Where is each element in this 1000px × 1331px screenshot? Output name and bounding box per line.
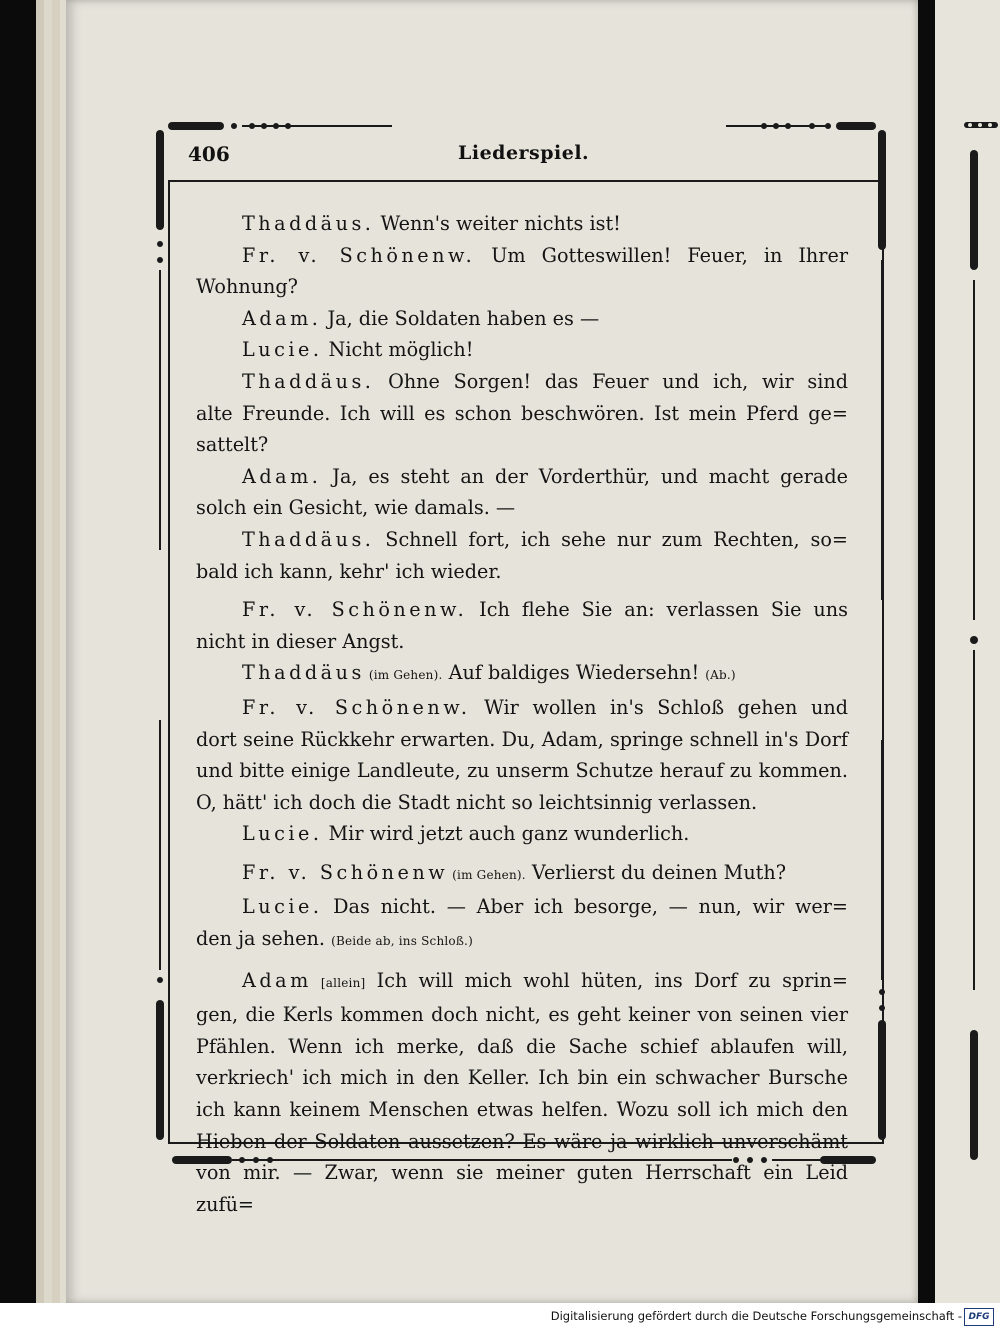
- side-ornament-icon: [962, 150, 992, 1170]
- text-line: [196, 1126, 848, 1158]
- line-text: solch ein Gesicht, wie damals. —: [196, 496, 516, 520]
- page-number: 406: [188, 142, 230, 166]
- line-text: O, hätt' ich doch die Stadt nicht so leichtsinnig verlassen.: [196, 790, 758, 814]
- text-line: [196, 398, 848, 430]
- line-text: ich kann keinem Menschen etwas helfen. Wozu soll ich mich den: [196, 1098, 848, 1122]
- text-line: [196, 857, 848, 892]
- line-text: bald ich kann, kehr' ich wieder.: [196, 559, 502, 583]
- stage-direction: (im Gehen).: [364, 668, 443, 683]
- text-line: [196, 1157, 848, 1220]
- text-line: [196, 724, 848, 756]
- text-line: [196, 891, 848, 923]
- line-text: Ohne Sorgen! das Feuer und ich, wir sind: [374, 369, 848, 393]
- speaker-name: Adam.: [242, 464, 322, 488]
- text-line: [196, 208, 848, 240]
- speaker-name: Adam.: [242, 306, 322, 330]
- line-text: Ich will mich wohl hüten, ins Dorf zu sprin=: [365, 968, 848, 992]
- text-line: [196, 271, 848, 303]
- line-text: Verlierst du deinen Muth?: [525, 860, 787, 884]
- header-rule: [170, 180, 880, 182]
- text-line: [196, 366, 848, 398]
- line-text: Ja, es steht an der Vorderthür, und macht gerade: [321, 464, 848, 488]
- text-line: [196, 755, 848, 787]
- text-line: [196, 657, 848, 692]
- speaker-name: Fr. v. Schönenw.: [242, 243, 476, 267]
- ornament-icon: [962, 118, 1000, 132]
- text-line: [196, 1062, 848, 1094]
- text-line: [196, 626, 848, 658]
- line-text: Wohnung?: [196, 275, 298, 299]
- line-text: dort seine Rückkehr erwarten. Du, Adam, springe schnell in's Dorf: [196, 727, 848, 751]
- text-line: [196, 240, 848, 272]
- top-ornament-rule-icon: [152, 116, 892, 136]
- text-line: [196, 334, 848, 366]
- line-text: Wenn's weiter nichts ist!: [374, 212, 621, 235]
- text-line: [196, 1094, 848, 1126]
- text-line: [196, 999, 848, 1031]
- text-line: [196, 923, 848, 958]
- text-line: [196, 492, 848, 524]
- speaker-name: Fr. v. Schönenw.: [242, 695, 471, 719]
- speaker-name: Adam: [242, 968, 312, 992]
- line-gap: [196, 958, 848, 965]
- text-line: [196, 692, 848, 724]
- line-gap: [196, 850, 848, 857]
- line-text: Das nicht. — Aber ich besorge, — nun, wir wer=: [322, 895, 848, 919]
- body-text: [196, 208, 848, 1220]
- text-line: [196, 303, 848, 335]
- stage-direction: (Beide ab, ins Schloß.): [331, 934, 473, 949]
- dfg-logo: DFG: [964, 1308, 994, 1326]
- stage-direction: (Ab.): [705, 668, 736, 683]
- speaker-name: Fr. v. Schönenw: [242, 860, 449, 884]
- line-text: Nicht möglich!: [322, 338, 474, 362]
- line-text: alte Freunde. Ich will es schon beschwören. Ist mein Pferd ge=: [196, 401, 848, 425]
- text-line: [196, 524, 848, 556]
- line-text: sattelt?: [196, 433, 269, 457]
- line-text: Ja, die Soldaten haben es —: [321, 306, 600, 330]
- line-gap: [196, 587, 848, 594]
- line-text: Mir wird jetzt auch ganz wunderlich.: [322, 822, 690, 846]
- line-text: den ja sehen.: [196, 927, 332, 951]
- speaker-name: Thaddäus.: [242, 527, 375, 551]
- line-text: von mir. — Zwar, wenn sie meiner guten Herrschaft ein Leid zufü=: [196, 1161, 848, 1216]
- stage-direction: (im Gehen).: [448, 867, 526, 882]
- line-text: Wir wollen in's Schloß gehen und: [470, 695, 849, 719]
- line-text: Ich flehe Sie an: verlassen Sie uns: [467, 598, 848, 622]
- line-text: Um Gotteswillen! Feuer, in Ihrer: [475, 243, 848, 267]
- funding-credit: Digitalisierung gefördert durch die Deutsche Forschungsgemeinschaft -: [550, 1309, 962, 1323]
- speaker-name: Lucie.: [242, 338, 323, 362]
- line-text: nicht in dieser Angst.: [196, 629, 405, 653]
- speaker-name: Thaddäus: [242, 661, 365, 685]
- text-line: [196, 787, 848, 819]
- line-text: Hieben der Soldaten aussetzen? Es wäre ja wirklich unverschämt: [196, 1129, 848, 1153]
- text-line: [196, 1031, 848, 1063]
- line-text: Auf baldiges Wiedersehn!: [442, 661, 706, 685]
- text-line: [196, 594, 848, 626]
- text-line: [196, 429, 848, 461]
- text-line: [196, 556, 848, 588]
- speaker-name: Fr. v. Schönenw.: [242, 598, 468, 622]
- line-text: verkriech' ich mich in den Keller. Ich bin ein schwacher Bursche: [196, 1066, 848, 1090]
- speaker-name: Thaddäus.: [242, 369, 375, 393]
- left-ornament-column-icon: [150, 120, 170, 1170]
- text-line: [196, 965, 848, 1000]
- speaker-name: Lucie.: [242, 895, 323, 919]
- stage-direction: [allein]: [311, 975, 366, 990]
- text-line: [196, 818, 848, 850]
- text-line: [196, 461, 848, 493]
- running-head: Liederspiel.: [458, 142, 590, 164]
- line-text: Schnell fort, ich sehe nur zum Rechten, so=: [374, 527, 848, 551]
- line-text: und bitte einige Landleute, zu unserm Schutze herauf zu kommen.: [196, 759, 848, 783]
- speaker-name: Thaddäus.: [242, 212, 375, 235]
- line-text: Pfählen. Wenn ich merke, daß die Sache schief ablaufen will,: [196, 1034, 848, 1058]
- speaker-name: Lucie.: [242, 822, 323, 846]
- line-text: gen, die Kerls kommen doch nicht, es geht keiner von seinen vier: [196, 1003, 848, 1027]
